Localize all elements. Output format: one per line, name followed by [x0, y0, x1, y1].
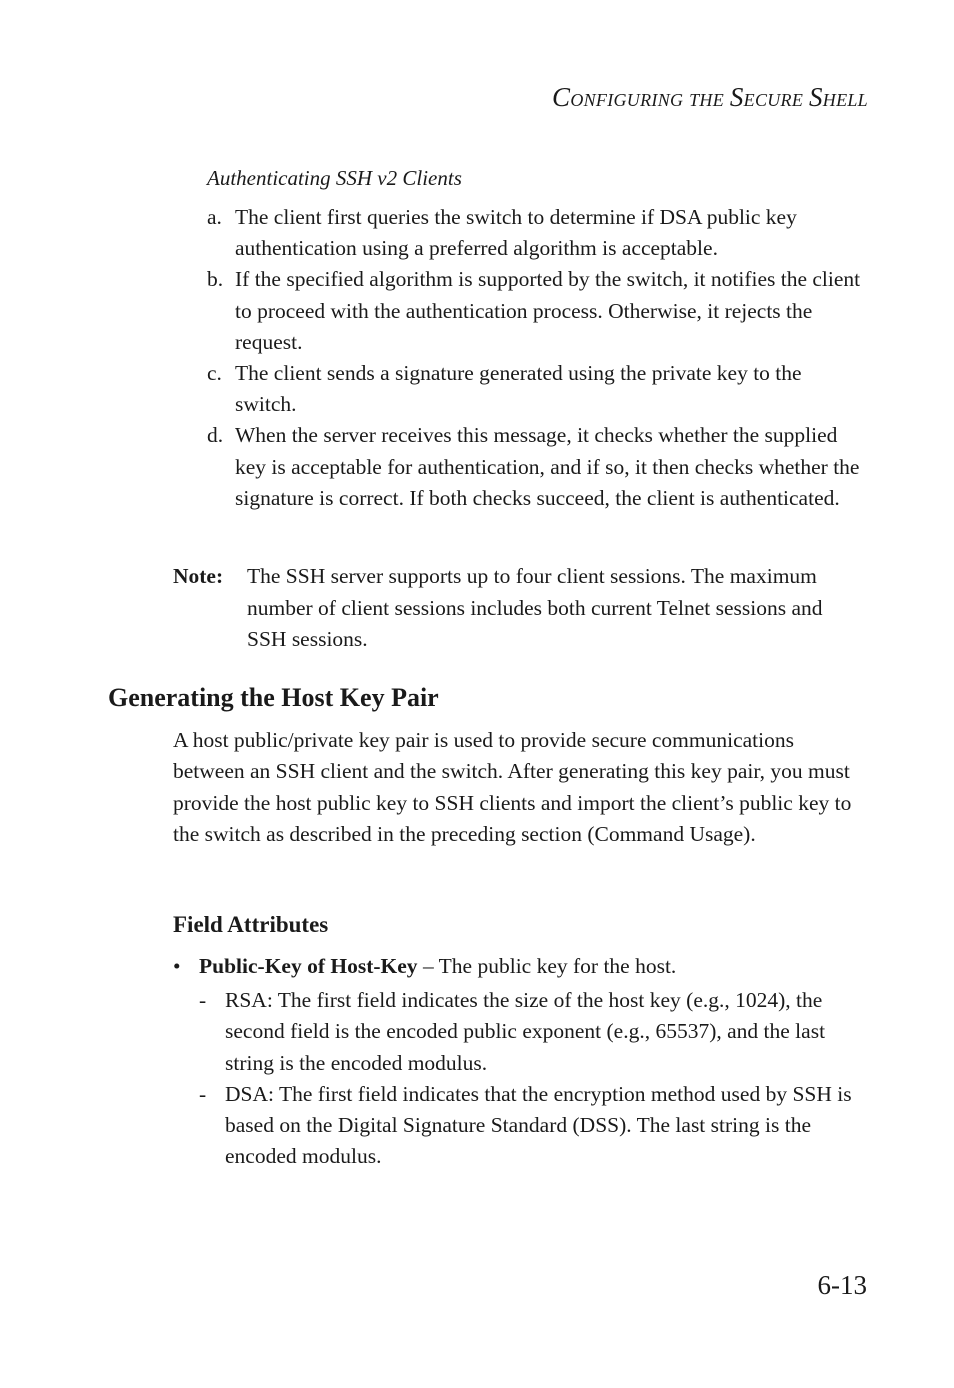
header-word: HELL	[822, 90, 868, 110]
subheading: Authenticating SSH v2 Clients	[207, 166, 462, 190]
header-word: ONFIGURING	[570, 90, 684, 110]
step-text: If the specified algorithm is supported by the switch, it notifies the client to proceed with the authentication process. Otherwise, it rejects the request.	[235, 267, 861, 354]
page-number: 6-13	[817, 1270, 867, 1300]
bullet-term: Public-Key of Host-Key	[199, 954, 418, 978]
sub-item	[199, 1079, 867, 1173]
step-text: The client sends a signature generated using the private key to the switch.	[235, 361, 802, 417]
step-item	[207, 420, 867, 514]
sub-item	[199, 985, 867, 1079]
section-paragraph: A host public/private key pair is used to provide secure communications between an SSH client and the switch. After generating this key pair, you must provide the host public key to SSH clients and import the client’s public key to the switch as described in the preceding section (Command Usage).	[173, 728, 852, 847]
step-text: When the server receives this message, it checks whether the supplied key is acceptable for authentication, and if so, it then checks whether the signature is correct. If both checks succeed, the client is authenticated.	[235, 423, 860, 510]
note-text: The SSH server supports up to four client sessions. The maximum number of client sessions includes both current Telnet sessions and SSH sessions.	[247, 564, 823, 651]
sub-text: DSA: The first field indicates that the encryption method used by SSH is based on the Digital Signature Standard (DSS). The last string is the encoded modulus.	[225, 1081, 852, 1169]
step-item	[207, 264, 867, 358]
field-attributes-title: Field Attributes	[173, 912, 329, 937]
bullet-text: – The public key for the host.	[417, 954, 677, 978]
step-label: c.	[207, 361, 222, 386]
header-word: ECURE	[743, 90, 804, 110]
sub-text: RSA: The first field indicates the size of the host key (e.g., 1024), the second field is the encoded public exponent (e.g., 65537), and the last string is the encoded modulus.	[225, 988, 826, 1075]
note-block	[173, 561, 867, 656]
section-title: Generating the Host Key Pair	[108, 683, 439, 712]
dash-icon: -	[199, 988, 207, 1012]
dash-icon: -	[199, 1081, 207, 1106]
note-label: Note:	[173, 564, 224, 588]
step-item	[207, 202, 867, 264]
step-list	[207, 202, 867, 514]
step-text: The client first queries the switch to determine if DSA public key authentication using a preferred algorithm is acceptable.	[235, 205, 797, 261]
header-word: S	[729, 82, 744, 112]
step-item	[207, 358, 867, 420]
header-word: THE	[689, 90, 725, 110]
bullet-item	[173, 951, 867, 982]
sub-list	[199, 985, 867, 1173]
step-label: b.	[207, 267, 224, 292]
bullet-icon: •	[173, 954, 181, 978]
header-word: S	[808, 82, 823, 112]
step-label: d.	[207, 423, 224, 448]
header-word: C	[552, 82, 571, 112]
running-header	[552, 82, 868, 113]
step-label: a.	[207, 205, 222, 229]
